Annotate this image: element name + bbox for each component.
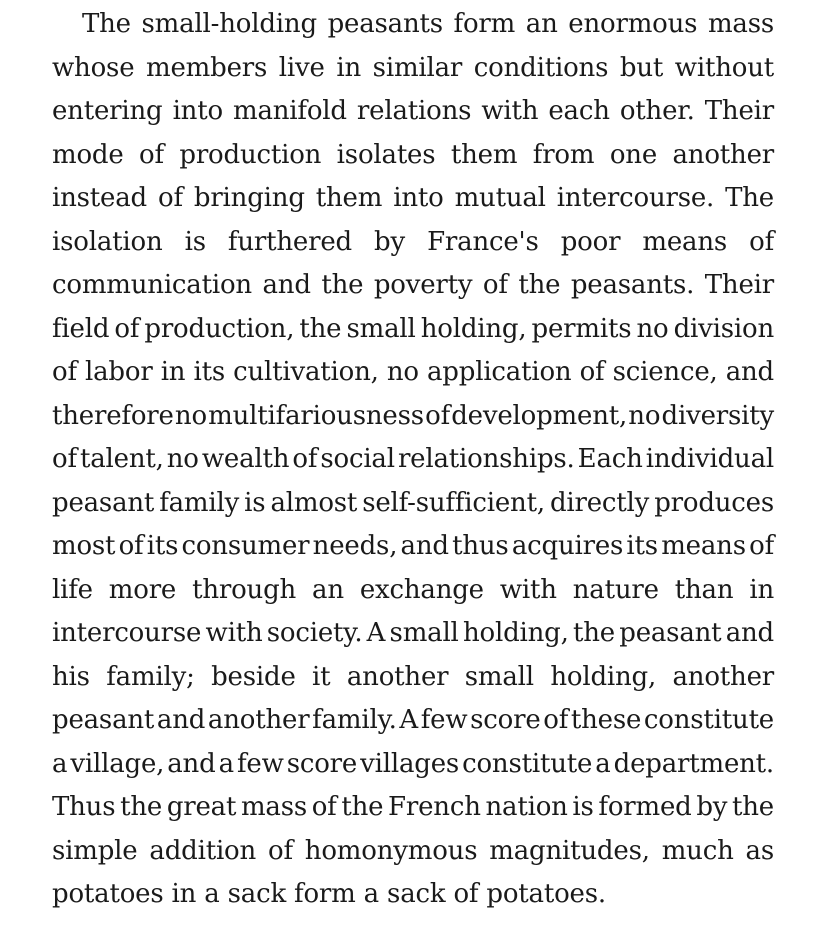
body-paragraph	[22, 0, 774, 917]
text-line: isolation is furthered by France's poor means of	[52, 226, 774, 257]
text-line: field of production, the small holding, permits no division	[52, 313, 774, 344]
text-line: communication and the poverty of the peasants. Their	[52, 270, 774, 300]
text-line: of labor in its cultivation, no application of science, and	[52, 357, 774, 387]
text-line: instead of bringing them into mutual intercourse. The	[52, 183, 774, 213]
text-line: entering into manifold relations with each other. Their	[52, 96, 774, 126]
text-line: peasant family is almost self-sufficient, directly produces	[52, 487, 774, 518]
text-line: a village, and a few score villages constitute a department.	[52, 748, 774, 779]
text-line: most of its consumer needs, and thus acquires its means of	[52, 531, 774, 561]
text-line: intercourse with society. A small holding, the peasant and	[52, 618, 774, 648]
page	[22, 0, 774, 917]
text-line: simple addition of homonymous magnitudes, much as	[52, 835, 774, 866]
text-line: The small-holding peasants form an enormous mass	[82, 9, 774, 39]
text-line: mode of production isolates them from one another	[52, 139, 774, 170]
text-line: Thus the great mass of the French nation is formed by the	[52, 792, 774, 822]
text-line: peasant and another family. A few score of these constitute	[52, 705, 774, 735]
text-line: whose members live in similar conditions but without	[52, 52, 774, 83]
text-line: his family; beside it another small holding, another	[52, 661, 774, 692]
text-line: potatoes in a sack form a sack of potatoes.	[52, 879, 606, 909]
text-line: therefore no multifariousness of development, no diversity	[52, 400, 774, 431]
text-line: of talent, no wealth of social relationships. Each individual	[52, 444, 774, 474]
text-line: life more through an exchange with nature than in	[52, 574, 774, 605]
